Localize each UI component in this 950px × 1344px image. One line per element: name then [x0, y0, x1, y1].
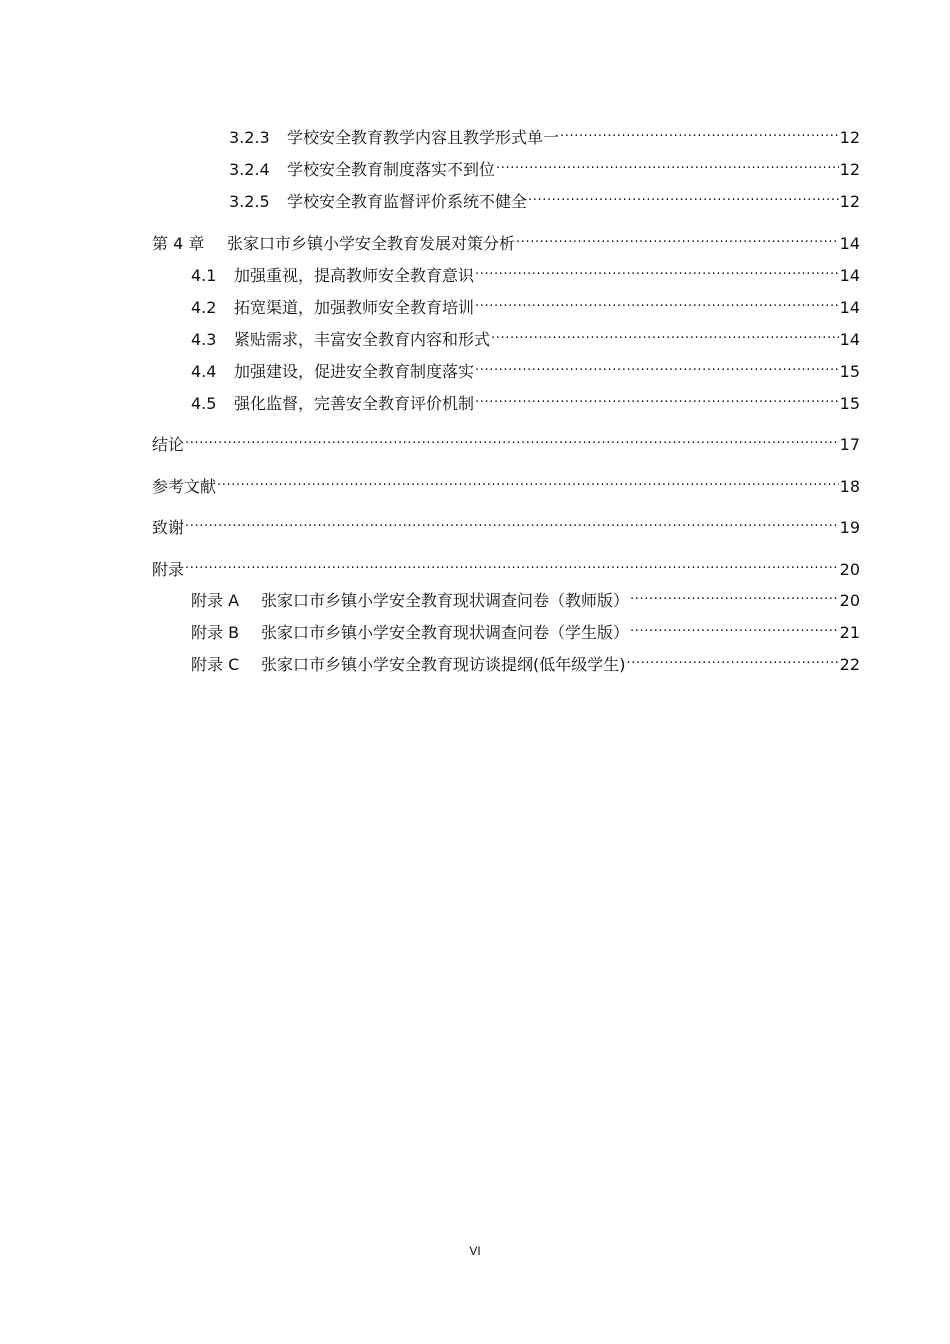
- toc-entry-number: 4.3: [191, 330, 217, 349]
- toc-entry-page: 19: [839, 518, 860, 537]
- toc-entry-page: 14: [839, 330, 860, 349]
- toc-entry-page: 12: [839, 192, 860, 211]
- toc-entry-title: 参考文献: [152, 477, 217, 496]
- toc-entry-title: 拓宽渠道，加强教师安全教育培训: [234, 298, 475, 317]
- toc-entry-title: 学校安全教育教学内容且教学形式单一: [287, 128, 560, 147]
- toc-entry-title: 张家口市乡镇小学安全教育现状调查问卷（教师版）: [261, 591, 630, 610]
- toc-entry-number: 第 4 章: [152, 234, 205, 253]
- toc-leader-dots: [475, 355, 839, 377]
- toc-entry-conclusion[interactable]: [152, 428, 860, 454]
- toc-entry-page: 14: [839, 266, 860, 285]
- toc-entry-page: 17: [839, 435, 860, 454]
- toc-leader-dots: [630, 616, 839, 638]
- toc-entry-title: 结论: [152, 435, 185, 454]
- page-number: VI: [469, 1244, 481, 1258]
- toc-entry-number: 4.1: [191, 266, 217, 285]
- toc-entry[interactable]: [229, 185, 860, 211]
- toc-entry-number: 4.4: [191, 362, 217, 381]
- toc-entry-page: 20: [839, 591, 860, 610]
- toc-entry-page: 18: [839, 477, 860, 496]
- toc-entry-title: 学校安全教育制度落实不到位: [287, 160, 496, 179]
- toc-entry-page: 14: [839, 298, 860, 317]
- toc-entry-page: 12: [839, 160, 860, 179]
- toc-leader-dots: [475, 291, 839, 313]
- toc-leader-dots: [491, 323, 839, 345]
- toc-leader-dots: [528, 185, 839, 207]
- toc-entry-number: 3.2.3: [229, 128, 270, 147]
- toc-leader-dots: [475, 387, 839, 409]
- toc-leader-dots: [630, 584, 839, 606]
- toc-entry-number: 3.2.5: [229, 192, 270, 211]
- toc-leader-dots: [217, 470, 839, 492]
- toc-entry-number: 3.2.4: [229, 160, 270, 179]
- toc-entry-title: 附录: [152, 560, 185, 579]
- toc-entry-references[interactable]: [152, 470, 860, 496]
- toc-entry-number: 附录 B: [191, 623, 240, 642]
- toc-leader-dots: [516, 227, 839, 249]
- toc-leader-dots: [475, 259, 839, 281]
- toc-entry-chapter[interactable]: [152, 227, 860, 253]
- toc-entry-appendix-b[interactable]: [191, 616, 860, 642]
- toc-entry-title: 加强重视，提高教师安全教育意识: [234, 266, 475, 285]
- toc-entry-appendix-a[interactable]: [191, 584, 860, 610]
- toc-entry-page: 12: [839, 128, 860, 147]
- toc-entry-appendix[interactable]: [152, 553, 860, 579]
- toc-entry-title: 强化监督，完善安全教育评价机制: [234, 394, 475, 413]
- toc-entry-title: 张家口市乡镇小学安全教育现访谈提纲(低年级学生): [261, 655, 626, 674]
- toc-entry[interactable]: [191, 387, 860, 413]
- toc-leader-dots: [560, 121, 839, 143]
- toc-entry-number: 4.2: [191, 298, 217, 317]
- toc-entry-title: 学校安全教育监督评价系统不健全: [287, 192, 528, 211]
- toc-entry[interactable]: [229, 121, 860, 147]
- toc-entry-page: 14: [839, 234, 860, 253]
- toc-leader-dots: [185, 511, 839, 533]
- toc-entry-page: 20: [839, 560, 860, 579]
- toc-entry-acknowledgements[interactable]: [152, 511, 860, 537]
- toc-entry[interactable]: [191, 355, 860, 381]
- toc-entry[interactable]: [191, 323, 860, 349]
- toc-entry-title: 加强建设，促进安全教育制度落实: [234, 362, 475, 381]
- toc-entry-title: 张家口市乡镇小学安全教育发展对策分析: [227, 234, 516, 253]
- toc-entry-page: 15: [839, 394, 860, 413]
- toc-entry-title: 张家口市乡镇小学安全教育现状调查问卷（学生版）: [261, 623, 630, 642]
- toc-leader-dots: [496, 153, 839, 175]
- toc-leader-dots: [627, 648, 839, 670]
- toc-entry[interactable]: [229, 153, 860, 179]
- toc-entry-appendix-c[interactable]: [191, 648, 860, 674]
- toc-entry-page: 21: [839, 623, 860, 642]
- toc-entry[interactable]: [191, 259, 860, 285]
- toc-entry-number: 4.5: [191, 394, 217, 413]
- toc-leader-dots: [185, 553, 839, 575]
- toc-entry-title: 致谢: [152, 518, 185, 537]
- toc-entry-title: 紧贴需求，丰富安全教育内容和形式: [234, 330, 491, 349]
- toc-entry-number: 附录 A: [191, 591, 240, 610]
- toc-entry-page: 22: [839, 655, 860, 674]
- toc-leader-dots: [185, 428, 839, 450]
- toc-entry[interactable]: [191, 291, 860, 317]
- toc-entry-number: 附录 C: [191, 655, 240, 674]
- toc-entry-page: 15: [839, 362, 860, 381]
